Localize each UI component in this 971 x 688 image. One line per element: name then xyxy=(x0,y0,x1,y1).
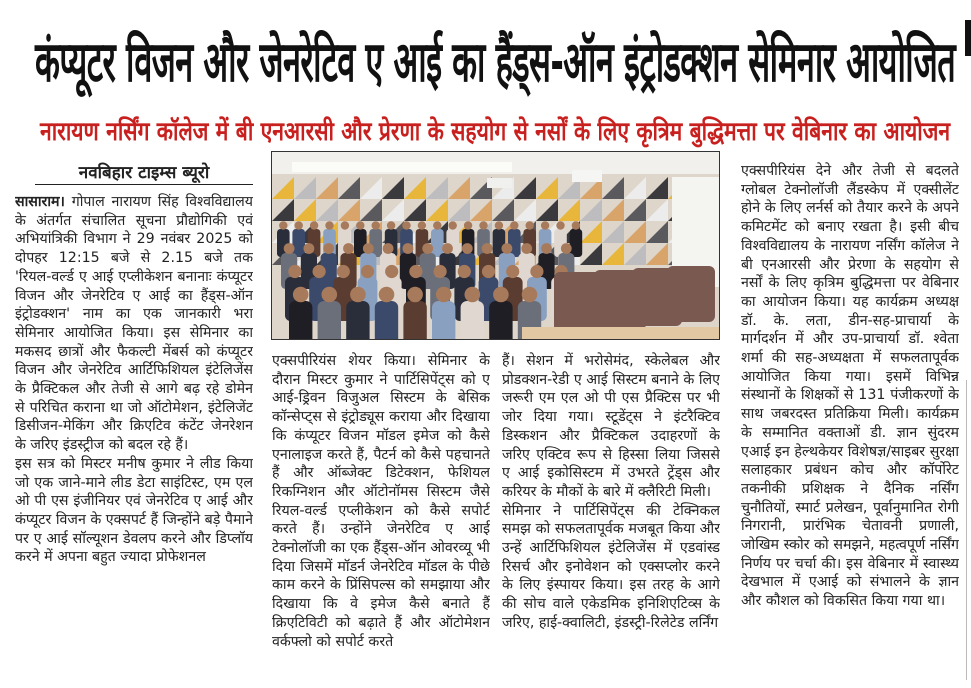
person-head xyxy=(449,221,457,229)
person-head xyxy=(310,221,318,229)
article-paragraph: एक्सपीरियंस शेयर किया। सेमिनार के दौरान मिस्टर कुमार ने पार्टिसिपेंट्स को ए आई-ड्रिवन विजुअल सिस्टम के बेसिक कॉन्सेप्ट्स से इंट्रोड्यूस कराया और दिखाया कि कंप्यूटर विजन मॉडल इमेज को कैसे एनालाइज करते हैं, पैटर्न को कैसे पहचानते हैं और ऑब्जेक्ट डिटेक्शन, फेशियल रिकग्निशन और ऑटोनॉमस सिस्टम जैसे रियल-वर्ल्ड एप्लीकेशन को कैसे सपोर्ट करते हैं। उन्होंने जेनरेटिव ए आई टेक्नोलॉजी का एक हैंड्स-ऑन ओवरव्यू भी दिया जिसमें मॉडर्न जेनरेटिव मॉडल के पीछे काम करने के प्रिंसिपल्स को समझाया और दिखाया कि वे इमेज कैसे बनाते हैं क्रिएटिविटी को बढ़ाते हैं और ऑटोमेशन वर्कफ्लो को सपोर्ट करते xyxy=(272,353,490,650)
person-head xyxy=(526,221,534,229)
person-head xyxy=(422,243,433,254)
person-head xyxy=(522,287,538,303)
person-head xyxy=(556,221,564,229)
person-head xyxy=(293,287,309,303)
person-head xyxy=(372,221,380,229)
person xyxy=(318,301,341,339)
seminar-audience-image xyxy=(272,152,719,339)
person-head xyxy=(462,243,473,254)
subheadline: नारायण नर्सिंग कॉलेज में बी एनआरसी और प्रेरणा के सहयोग से नर्सों के लिए कृत्रिम बुद्धिमत्ता पर वेबिनार का आयोजन xyxy=(40,117,951,147)
person xyxy=(493,229,506,257)
person-head xyxy=(409,265,422,278)
article-column-1 xyxy=(15,193,253,688)
person-head xyxy=(495,221,503,229)
article-column-4 xyxy=(741,162,959,682)
person xyxy=(375,301,398,339)
person-head xyxy=(385,265,398,278)
person-head xyxy=(322,287,338,303)
article-paragraph: इस सत्र को मिस्टर मनीष कुमार ने लीड किया जो एक जाने-माने लीड डेटा साइंटिस्ट, एम एल ओ पी एस इंजीनियर एवं जेनरेटिव ए आई और कंप्यूटर विजन के एक्सपर्ट हैं जिन्होंने बड़े पैमाने पर ए आई सॉल्यूशन डेवलप करने और डिप्लॉय करने में अपना बहुत ज्यादा प्रोफेशनल xyxy=(15,455,253,566)
person-head xyxy=(436,287,452,303)
person-head xyxy=(356,221,364,229)
person-head xyxy=(541,243,552,254)
article-paragraph: हैं। सेशन में भरोसेमंद, स्केलेबल और प्रोडक्शन-रेडी ए आई सिस्टम बनाने के लिए जरूरी एम एल ओ पी एस प्रैक्टिस पर भी जोर दिया गया। स्टूडेंट्स ने इंटरैक्टिव डिस्कशन और प्रैक्टिकल उदाहरणों के जरिए एक्टिव रूप से हिस्सा लिया जिससे ए आई इकोसिस्टम में उभरते ट्रेंड्स और करियर के मौकों के बारे में क्लैरिटी मिली। xyxy=(502,353,720,500)
person-head xyxy=(337,265,350,278)
person xyxy=(570,229,583,257)
person-head xyxy=(343,243,354,254)
person-head xyxy=(350,287,366,303)
person-head xyxy=(383,243,394,254)
person xyxy=(432,301,455,339)
person-head xyxy=(510,221,518,229)
person xyxy=(403,301,426,339)
person-head xyxy=(403,243,414,254)
person-head xyxy=(325,221,333,229)
dateline: सासाराम। xyxy=(15,194,65,210)
person-head xyxy=(361,265,374,278)
person-head xyxy=(521,243,532,254)
article-paragraph xyxy=(15,193,253,455)
person-head xyxy=(541,221,549,229)
person-head xyxy=(433,221,441,229)
person-head xyxy=(313,265,326,278)
byline: नवबिहार टाइम्स ब्यूरो xyxy=(35,160,253,185)
person-head xyxy=(530,265,543,278)
headline: कंप्यूटर विजन और जेनरेटिव ए आई का हैंड्स-ऑन इंट्रोडक्शन सेमिनार आयोजित xyxy=(35,30,956,95)
person-head xyxy=(323,243,334,254)
person xyxy=(289,301,312,339)
person-head xyxy=(506,265,519,278)
person-head xyxy=(482,243,493,254)
person-head xyxy=(379,287,395,303)
person xyxy=(489,301,512,339)
person-head xyxy=(341,221,349,229)
person xyxy=(461,301,484,339)
person-head xyxy=(279,221,287,229)
person-head xyxy=(561,243,572,254)
person-head xyxy=(464,221,472,229)
person xyxy=(431,229,444,257)
person-head xyxy=(387,221,395,229)
article-paragraph: एक्सपीरियंस देने और तेजी से बदलते ग्लोबल टेक्नोलॉजी लैंडस्केप में एक्सीलेंट होने के लिए लर्नर्स को तैयार करने के अपने कमिटमेंट को बनाए रखता है। इसी बीच विश्वविद्यालय के नारायण नर्सिंग कॉलेज ने बी एनआरसी और प्रेरणा के सहयोग से नर्सों के लिए कृत्रिम बुद्धिमत्ता पर वेबिनार का आयोजन किया। यह कार्यक्रम अध्यक्ष डॉ. के. लता, डीन-सह-प्राचार्या के मार्गदर्शन में और उप-प्राचार्या डॉ. श्वेता शर्मा की सह-अध्यक्षता में सफलतापूर्वक आयोजित किया गया। इसमें विभिन्न संस्थानों के शिक्षकों से 131 पंजीकरणों के साथ जबरदस्त प्रतिक्रिया मिली। कार्यक्रम के सम्मानित वक्ताओं डी. ज्ञान सुंदरम एआई इन हेल्थकेयर विशेषज्ञ/साइबर सुरक्षा सलाहकार प्रबंधन कोच और कॉर्पोरेट तकनीकी प्रशिक्षक ने दैनिक नर्सिंग चुनौतियों, स्मार्ट प्रलेखन, पूर्वानुमानित रोगी निगरानी, प्रारंभिक चेतावनी प्रणाली, जोखिम स्कोर को समझने, महत्वपूर्ण नर्सिंग निर्णय पर चर्चा की। इस वेबिनार में स्वास्थ्य देखभाल में एआई को संभालने के ज्ञान और कौशल को विकसित किया गया था। xyxy=(741,163,959,610)
article-column-3 xyxy=(502,352,720,688)
person-head xyxy=(304,243,315,254)
person-head xyxy=(407,287,423,303)
person-head xyxy=(402,221,410,229)
person-head xyxy=(418,221,426,229)
person-head xyxy=(465,287,481,303)
person-head xyxy=(442,243,453,254)
page-edge-line xyxy=(966,380,967,680)
person-head xyxy=(458,265,471,278)
person-head xyxy=(288,265,301,278)
person xyxy=(354,229,367,257)
person-head xyxy=(572,221,580,229)
person-head xyxy=(479,221,487,229)
person-head xyxy=(482,265,495,278)
paragraph-text: गोपाल नारायण सिंह विश्वविद्यालय के अंतर्गत संचालित सूचना प्रौद्योगिकी एवं अभियांत्रिकी विभाग ने 29 नवंबर 2025 को दोपहर 12:15 बजे से 2.15 बजे तक 'रियल-वर्ल्ड ए आई एप्लीकेशन बनानाः कंप्यूटर विजन और जेनरेटिव ए आई का हैंड्स-ऑन इंट्रोडक्शन' नाम का एक जानकारी भरा सेमिनार आयोजित किया। इस सेमिनार का मकसद छात्रों और फैकल्टी मेंबर्स को कंप्यूटर विजन और जेनरेटिव आर्टिफिशियल इंटेलिजेंस के प्रैक्टिकल और तेजी से आगे बढ़ रहे डोमेन से परिचित कराना था जो ऑटोमेशन, इंटेलिजेंट डिसीजन-मेकिंग और क्रिएटिव कंटेंट जेनरेशन के जरिए इंडस्ट्रीज को बदल रहे हैं। xyxy=(15,194,253,454)
person-head xyxy=(493,287,509,303)
seminar-photo xyxy=(271,151,720,340)
person xyxy=(346,301,369,339)
person-head xyxy=(284,243,295,254)
person-head xyxy=(295,221,303,229)
person-head xyxy=(363,243,374,254)
person xyxy=(292,229,305,257)
page-edge-bar xyxy=(965,20,971,56)
person-head xyxy=(434,265,447,278)
article-paragraph: सेमिनार ने पार्टिसिपेंट्स की टेक्निकल समझ को सफलतापूर्वक मजबूत किया और उन्हें आर्टिफिशियल इंटेलिजेंस में एडवांस्ड रिसर्च और इनोवेशन को एक्सप्लोर करने के लिए इंस्पायर किया। इस तरह के आगे की सोच वाले एकेडमिक इनिशिएटिव्स के जरिए, हाई-क्वालिटी, इंडस्ट्री-रिलेटेड लर्निंग xyxy=(502,502,720,631)
person-head xyxy=(502,243,513,254)
article-column-2 xyxy=(272,352,490,688)
